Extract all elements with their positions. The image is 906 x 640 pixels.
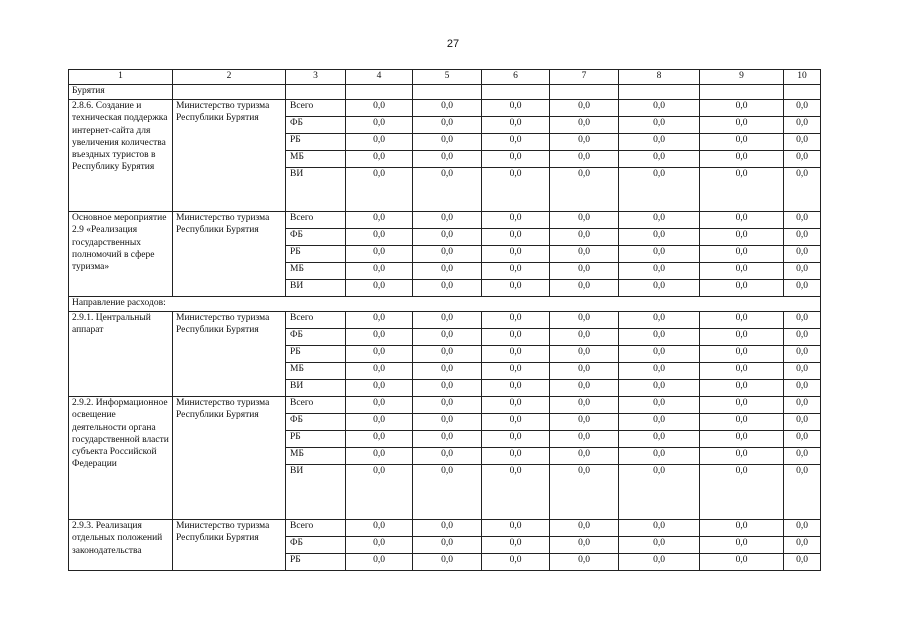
activity-name: 2.8.6. Создание и техническая поддержка интернет-сайта для увеличения количества въездных туристов в Республику Бурятия bbox=[69, 100, 173, 212]
value-cell: 0,0 bbox=[700, 151, 784, 168]
value-cell: 0,0 bbox=[700, 280, 784, 297]
value-cell: 0,0 bbox=[619, 397, 700, 414]
table-row bbox=[69, 212, 821, 229]
table-row bbox=[69, 100, 821, 117]
value-cell: 0,0 bbox=[482, 397, 550, 414]
value-cell: 0,0 bbox=[550, 363, 619, 380]
value-cell: 0,0 bbox=[550, 212, 619, 229]
value-cell: 0,0 bbox=[784, 537, 821, 554]
value-cell: 0,0 bbox=[482, 134, 550, 151]
responsible-executor: Министерство туризма Республики Бурятия bbox=[173, 397, 286, 520]
value-cell: 0,0 bbox=[619, 346, 700, 363]
value-cell: 0,0 bbox=[700, 329, 784, 346]
value-cell: 0,0 bbox=[413, 100, 482, 117]
section-label: Бурятия bbox=[69, 85, 173, 100]
table-row bbox=[69, 397, 821, 414]
column-number: 4 bbox=[346, 70, 413, 85]
value-cell: 0,0 bbox=[784, 520, 821, 537]
funding-source: МБ bbox=[286, 263, 346, 280]
value-cell: 0,0 bbox=[784, 134, 821, 151]
value-cell: 0,0 bbox=[413, 537, 482, 554]
value-cell: 0,0 bbox=[482, 346, 550, 363]
value-cell: 0,0 bbox=[784, 363, 821, 380]
funding-source: ВИ bbox=[286, 280, 346, 297]
value-cell: 0,0 bbox=[413, 312, 482, 329]
value-cell: 0,0 bbox=[482, 537, 550, 554]
value-cell: 0,0 bbox=[784, 246, 821, 263]
value-cell: 0,0 bbox=[619, 134, 700, 151]
value-cell: 0,0 bbox=[482, 448, 550, 465]
value-cell: 0,0 bbox=[619, 212, 700, 229]
table-row bbox=[69, 312, 821, 329]
value-cell: 0,0 bbox=[550, 554, 619, 571]
value-cell: 0,0 bbox=[413, 151, 482, 168]
budget-table bbox=[68, 69, 821, 571]
value-cell: 0,0 bbox=[700, 263, 784, 280]
value-cell: 0,0 bbox=[346, 465, 413, 520]
responsible-executor: Министерство туризма Республики Бурятия bbox=[173, 212, 286, 297]
value-cell: 0,0 bbox=[700, 363, 784, 380]
value-cell: 0,0 bbox=[619, 280, 700, 297]
value-cell: 0,0 bbox=[482, 100, 550, 117]
value-cell: 0,0 bbox=[700, 380, 784, 397]
value-cell: 0,0 bbox=[619, 246, 700, 263]
value-cell: 0,0 bbox=[482, 229, 550, 246]
responsible-executor: Министерство туризма Республики Бурятия bbox=[173, 312, 286, 397]
value-cell: 0,0 bbox=[619, 414, 700, 431]
value-cell: 0,0 bbox=[482, 212, 550, 229]
value-cell: 0,0 bbox=[413, 363, 482, 380]
value-cell: 0,0 bbox=[550, 151, 619, 168]
funding-source: ВИ bbox=[286, 465, 346, 520]
column-number: 7 bbox=[550, 70, 619, 85]
value-cell: 0,0 bbox=[413, 280, 482, 297]
funding-source: РБ bbox=[286, 346, 346, 363]
value-cell: 0,0 bbox=[619, 431, 700, 448]
value-cell: 0,0 bbox=[550, 229, 619, 246]
value-cell: 0,0 bbox=[550, 329, 619, 346]
value-cell: 0,0 bbox=[346, 246, 413, 263]
value-cell: 0,0 bbox=[346, 151, 413, 168]
funding-source: ФБ bbox=[286, 329, 346, 346]
value-cell: 0,0 bbox=[700, 229, 784, 246]
value-cell: 0,0 bbox=[413, 229, 482, 246]
value-cell: 0,0 bbox=[413, 554, 482, 571]
column-number: 2 bbox=[173, 70, 286, 85]
value-cell: 0,0 bbox=[700, 537, 784, 554]
value-cell: 0,0 bbox=[346, 520, 413, 537]
value-cell: 0,0 bbox=[550, 397, 619, 414]
value-cell: 0,0 bbox=[413, 414, 482, 431]
funding-source: РБ bbox=[286, 554, 346, 571]
value-cell: 0,0 bbox=[413, 431, 482, 448]
value-cell: 0,0 bbox=[619, 448, 700, 465]
value-cell: 0,0 bbox=[700, 554, 784, 571]
responsible-executor: Министерство туризма Республики Бурятия bbox=[173, 100, 286, 212]
funding-source: Всего bbox=[286, 397, 346, 414]
value-cell: 0,0 bbox=[784, 212, 821, 229]
funding-source: МБ bbox=[286, 151, 346, 168]
value-cell: 0,0 bbox=[619, 263, 700, 280]
value-cell: 0,0 bbox=[413, 212, 482, 229]
direction-row bbox=[69, 297, 821, 312]
value-cell: 0,0 bbox=[619, 520, 700, 537]
value-cell: 0,0 bbox=[346, 263, 413, 280]
value-cell: 0,0 bbox=[550, 263, 619, 280]
value-cell: 0,0 bbox=[700, 431, 784, 448]
value-cell: 0,0 bbox=[346, 312, 413, 329]
value-cell: 0,0 bbox=[550, 465, 619, 520]
value-cell: 0,0 bbox=[346, 414, 413, 431]
value-cell: 0,0 bbox=[619, 151, 700, 168]
table-row bbox=[69, 520, 821, 537]
column-number: 6 bbox=[482, 70, 550, 85]
value-cell: 0,0 bbox=[619, 117, 700, 134]
activity-name: 2.9.3. Реализация отдельных положений законодательства bbox=[69, 520, 173, 571]
value-cell: 0,0 bbox=[482, 280, 550, 297]
column-number: 8 bbox=[619, 70, 700, 85]
value-cell: 0,0 bbox=[784, 168, 821, 212]
value-cell: 0,0 bbox=[346, 397, 413, 414]
page-number: 27 bbox=[446, 38, 460, 50]
direction-label: Направление расходов: bbox=[69, 297, 821, 312]
value-cell: 0,0 bbox=[413, 134, 482, 151]
value-cell: 0,0 bbox=[784, 397, 821, 414]
value-cell: 0,0 bbox=[346, 212, 413, 229]
value-cell: 0,0 bbox=[619, 312, 700, 329]
value-cell: 0,0 bbox=[482, 380, 550, 397]
value-cell: 0,0 bbox=[700, 134, 784, 151]
value-cell: 0,0 bbox=[482, 554, 550, 571]
value-cell: 0,0 bbox=[550, 520, 619, 537]
funding-source: Всего bbox=[286, 312, 346, 329]
funding-source: РБ bbox=[286, 134, 346, 151]
value-cell: 0,0 bbox=[784, 312, 821, 329]
value-cell: 0,0 bbox=[482, 329, 550, 346]
value-cell: 0,0 bbox=[784, 229, 821, 246]
value-cell: 0,0 bbox=[413, 465, 482, 520]
funding-source: ВИ bbox=[286, 380, 346, 397]
value-cell: 0,0 bbox=[619, 329, 700, 346]
value-cell: 0,0 bbox=[619, 168, 700, 212]
value-cell: 0,0 bbox=[413, 246, 482, 263]
funding-source: Всего bbox=[286, 520, 346, 537]
value-cell: 0,0 bbox=[784, 554, 821, 571]
funding-source: Всего bbox=[286, 212, 346, 229]
value-cell: 0,0 bbox=[346, 380, 413, 397]
funding-source: РБ bbox=[286, 431, 346, 448]
value-cell: 0,0 bbox=[482, 312, 550, 329]
value-cell: 0,0 bbox=[619, 229, 700, 246]
value-cell: 0,0 bbox=[700, 312, 784, 329]
value-cell: 0,0 bbox=[482, 520, 550, 537]
value-cell: 0,0 bbox=[550, 431, 619, 448]
activity-name: 2.9.1. Центральный аппарат bbox=[69, 312, 173, 397]
value-cell: 0,0 bbox=[619, 380, 700, 397]
value-cell: 0,0 bbox=[784, 448, 821, 465]
responsible-executor: Министерство туризма Республики Бурятия bbox=[173, 520, 286, 571]
column-number-row bbox=[69, 70, 821, 85]
value-cell: 0,0 bbox=[700, 100, 784, 117]
value-cell: 0,0 bbox=[346, 537, 413, 554]
value-cell: 0,0 bbox=[346, 448, 413, 465]
value-cell: 0,0 bbox=[413, 168, 482, 212]
value-cell: 0,0 bbox=[482, 465, 550, 520]
funding-source: ФБ bbox=[286, 414, 346, 431]
value-cell: 0,0 bbox=[550, 168, 619, 212]
funding-source: ФБ bbox=[286, 229, 346, 246]
value-cell: 0,0 bbox=[413, 117, 482, 134]
value-cell: 0,0 bbox=[784, 346, 821, 363]
value-cell: 0,0 bbox=[550, 117, 619, 134]
value-cell: 0,0 bbox=[550, 280, 619, 297]
value-cell: 0,0 bbox=[550, 312, 619, 329]
value-cell: 0,0 bbox=[700, 414, 784, 431]
value-cell: 0,0 bbox=[784, 280, 821, 297]
value-cell: 0,0 bbox=[784, 117, 821, 134]
value-cell: 0,0 bbox=[700, 246, 784, 263]
section-row bbox=[69, 85, 821, 100]
value-cell: 0,0 bbox=[482, 151, 550, 168]
value-cell: 0,0 bbox=[482, 363, 550, 380]
column-number: 10 bbox=[784, 70, 821, 85]
column-number: 9 bbox=[700, 70, 784, 85]
value-cell: 0,0 bbox=[413, 346, 482, 363]
value-cell: 0,0 bbox=[700, 117, 784, 134]
value-cell: 0,0 bbox=[619, 554, 700, 571]
value-cell: 0,0 bbox=[346, 329, 413, 346]
column-number: 3 bbox=[286, 70, 346, 85]
funding-source: ВИ bbox=[286, 168, 346, 212]
value-cell: 0,0 bbox=[784, 465, 821, 520]
value-cell: 0,0 bbox=[619, 100, 700, 117]
value-cell: 0,0 bbox=[700, 397, 784, 414]
value-cell: 0,0 bbox=[346, 363, 413, 380]
activity-name: 2.9.2. Информационное освещение деятельности органа государственной власти субъекта Российской Федерации bbox=[69, 397, 173, 520]
value-cell: 0,0 bbox=[619, 363, 700, 380]
value-cell: 0,0 bbox=[413, 329, 482, 346]
value-cell: 0,0 bbox=[700, 346, 784, 363]
value-cell: 0,0 bbox=[550, 380, 619, 397]
value-cell: 0,0 bbox=[346, 554, 413, 571]
value-cell: 0,0 bbox=[619, 537, 700, 554]
value-cell: 0,0 bbox=[700, 520, 784, 537]
value-cell: 0,0 bbox=[550, 100, 619, 117]
value-cell: 0,0 bbox=[550, 414, 619, 431]
column-number: 1 bbox=[69, 70, 173, 85]
funding-source: ФБ bbox=[286, 117, 346, 134]
value-cell: 0,0 bbox=[346, 431, 413, 448]
value-cell: 0,0 bbox=[413, 380, 482, 397]
value-cell: 0,0 bbox=[550, 448, 619, 465]
value-cell: 0,0 bbox=[784, 414, 821, 431]
value-cell: 0,0 bbox=[784, 151, 821, 168]
value-cell: 0,0 bbox=[346, 117, 413, 134]
funding-source: МБ bbox=[286, 448, 346, 465]
value-cell: 0,0 bbox=[784, 100, 821, 117]
value-cell: 0,0 bbox=[700, 465, 784, 520]
value-cell: 0,0 bbox=[346, 346, 413, 363]
value-cell: 0,0 bbox=[413, 520, 482, 537]
value-cell: 0,0 bbox=[482, 117, 550, 134]
value-cell: 0,0 bbox=[619, 465, 700, 520]
value-cell: 0,0 bbox=[784, 329, 821, 346]
funding-source: МБ bbox=[286, 363, 346, 380]
value-cell: 0,0 bbox=[700, 448, 784, 465]
value-cell: 0,0 bbox=[346, 134, 413, 151]
value-cell: 0,0 bbox=[482, 168, 550, 212]
value-cell: 0,0 bbox=[413, 263, 482, 280]
value-cell: 0,0 bbox=[346, 229, 413, 246]
value-cell: 0,0 bbox=[413, 397, 482, 414]
funding-source: ФБ bbox=[286, 537, 346, 554]
value-cell: 0,0 bbox=[700, 168, 784, 212]
value-cell: 0,0 bbox=[413, 448, 482, 465]
value-cell: 0,0 bbox=[482, 414, 550, 431]
value-cell: 0,0 bbox=[482, 263, 550, 280]
value-cell: 0,0 bbox=[550, 134, 619, 151]
value-cell: 0,0 bbox=[482, 431, 550, 448]
column-number: 5 bbox=[413, 70, 482, 85]
activity-name: Основное мероприятие 2.9 «Реализация государственных полномочий в сфере туризма» bbox=[69, 212, 173, 297]
funding-source: РБ bbox=[286, 246, 346, 263]
value-cell: 0,0 bbox=[550, 246, 619, 263]
value-cell: 0,0 bbox=[784, 263, 821, 280]
value-cell: 0,0 bbox=[700, 212, 784, 229]
funding-source: Всего bbox=[286, 100, 346, 117]
value-cell: 0,0 bbox=[784, 380, 821, 397]
value-cell: 0,0 bbox=[550, 346, 619, 363]
value-cell: 0,0 bbox=[346, 168, 413, 212]
value-cell: 0,0 bbox=[346, 100, 413, 117]
value-cell: 0,0 bbox=[550, 537, 619, 554]
value-cell: 0,0 bbox=[346, 280, 413, 297]
value-cell: 0,0 bbox=[482, 246, 550, 263]
value-cell: 0,0 bbox=[784, 431, 821, 448]
